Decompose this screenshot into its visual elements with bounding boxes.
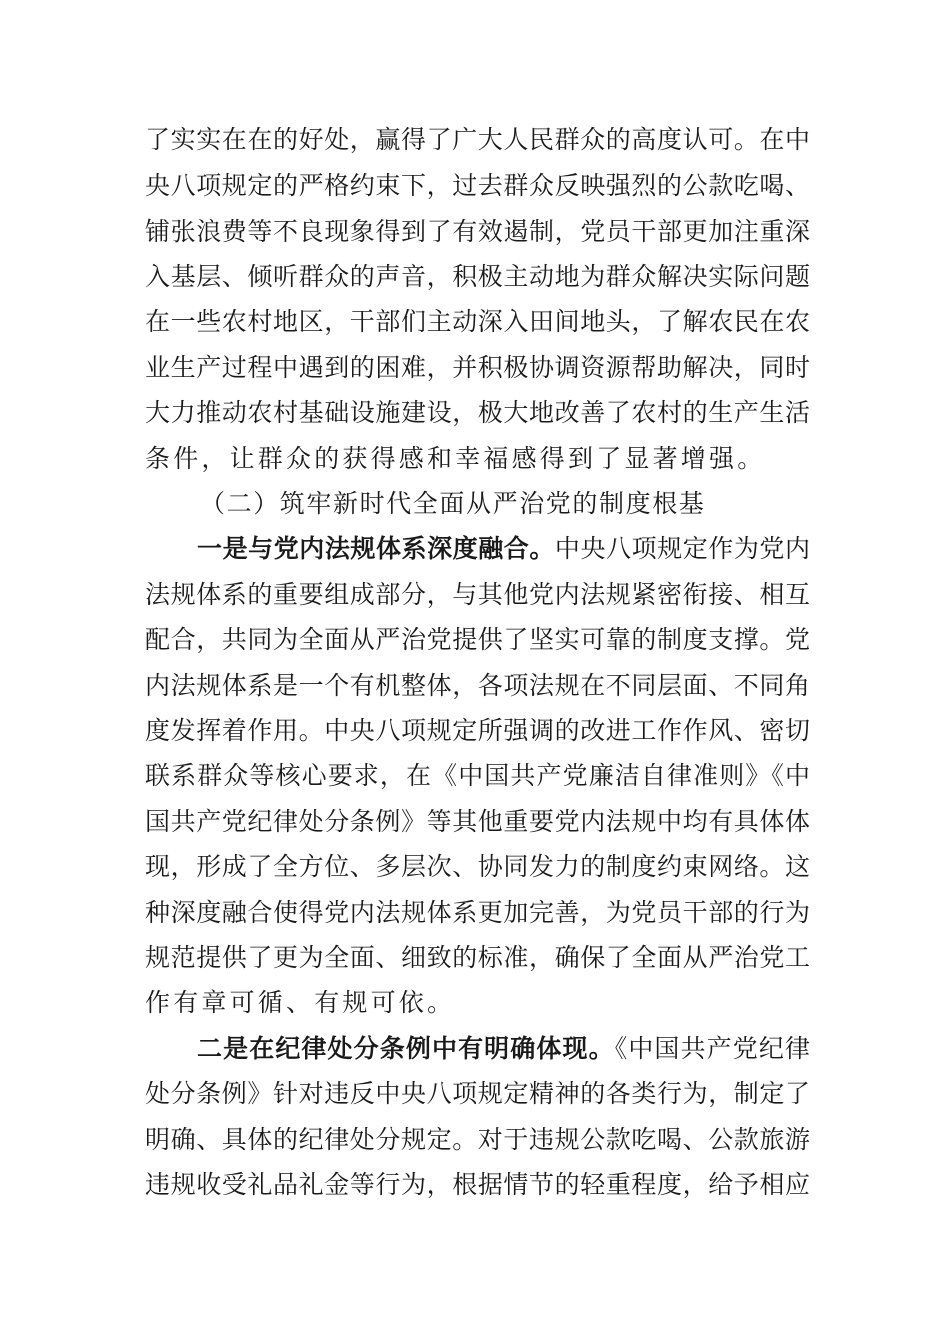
text-line: 条件，让群众的获得感和幸福感得到了显著增强。 [145, 444, 766, 473]
paragraph-lead-line [197, 526, 810, 572]
text-line: 明确、具体的纪律处分规定。对于违规公款吃喝、公款旅游 [145, 1125, 810, 1154]
paragraph-lead-text: 《中国共产党纪律 [614, 1034, 810, 1063]
text-line: 法规体系的重要组成部分，与其他党内法规紧密衔接、相互 [145, 580, 810, 609]
text-line: 了实实在在的好处，赢得了广大人民群众的高度认可。在中 [145, 125, 810, 154]
paragraph-lead-text: 中央八项规定作为党内 [554, 534, 810, 563]
text-line: 铺张浪费等不良现象得到了有效遏制，党员干部更加注重深 [145, 217, 810, 246]
text-line: 现，形成了全方位、多层次、协同发力的制度约束网络。这 [145, 852, 810, 881]
text-line: 大力推动农村基础设施建设，极大地改善了农村的生产生活 [145, 398, 810, 427]
section-heading: （二）筑牢新时代全面从严治党的制度根基 [200, 489, 706, 518]
paragraph-lead-bold: 一是与党内法规体系深度融合。 [197, 534, 555, 563]
paragraph-lead-bold: 二是在纪律处分条例中有明确体现。 [197, 1034, 615, 1063]
text-line: 在一些农村地区，干部们主动深入田间地头，了解农民在农 [145, 307, 810, 336]
text-line: 违规收受礼品礼金等行为，根据情节的轻重程度，给予相应 [145, 1170, 810, 1199]
text-line: 国共产党纪律处分条例》等其他重要党内法规中均有具体体 [145, 807, 810, 836]
text-line: 种深度融合使得党内法规体系更加完善，为党员干部的行为 [145, 898, 810, 927]
text-line: 联系群众等核心要求，在《中国共产党廉洁自律准则》《中 [145, 761, 810, 790]
text-line: 规范提供了更为全面、细致的标准，确保了全面从严治党工 [145, 943, 810, 972]
text-line: 业生产过程中遇到的困难，并积极协调资源帮助解决，同时 [145, 353, 810, 382]
text-line: 度发挥着作用。中央八项规定所强调的改进工作作风、密切 [145, 716, 810, 745]
text-line: 作有章可循、有规可依。 [145, 988, 456, 1017]
text-line: 处分条例》针对违反中央八项规定精神的各类行为，制定了 [145, 1079, 810, 1108]
paragraph-lead-line [197, 1026, 810, 1072]
text-line: 配合，共同为全面从严治党提供了坚实可靠的制度支撑。党 [145, 625, 810, 654]
text-line: 入基层、倾听群众的声音，积极主动地为群众解决实际问题 [145, 262, 810, 291]
text-line: 央八项规定的严格约束下，过去群众反映强烈的公款吃喝、 [145, 171, 810, 200]
text-line: 内法规体系是一个有机整体，各项法规在不同层面、不同角 [145, 671, 810, 700]
